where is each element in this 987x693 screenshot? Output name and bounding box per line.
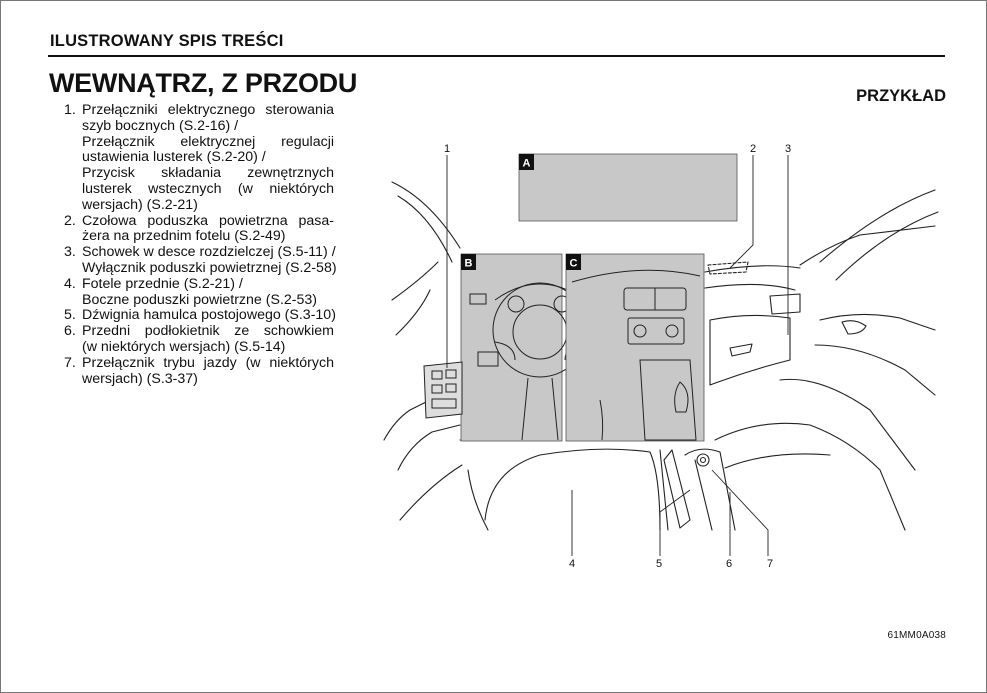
- page-title: WEWNĄTRZ, Z PRZODU: [49, 68, 358, 98]
- callout-5: 5: [655, 558, 663, 570]
- left-door-line: [392, 262, 438, 300]
- panel-b-label: B: [464, 257, 473, 270]
- callout-leader-7: [712, 470, 768, 556]
- header-rule: [48, 55, 945, 57]
- passenger-seat-inner: [725, 454, 830, 468]
- legend-line: Boczne poduszki powietrzne (S.2-53): [82, 291, 318, 308]
- right-door-edge: [780, 379, 915, 470]
- window-switch-panel: [424, 362, 462, 418]
- driver-seat-side: [468, 470, 488, 530]
- legend-line: lusterek wstecznych (w niektórych: [82, 180, 334, 197]
- legend-line: Przedni podłokietnik ze schowkiem: [82, 323, 334, 340]
- right-window-line: [800, 226, 935, 265]
- legend-item: [64, 324, 334, 356]
- legend-item: [64, 244, 337, 277]
- legend-number: 2.: [64, 212, 76, 229]
- legend-line: wersjach) (S.3-37): [82, 370, 198, 387]
- section-header: ILUSTROWANY SPIS TREŚCI: [50, 32, 284, 50]
- legend-number: 5.: [64, 307, 76, 324]
- right-door-panel: [820, 314, 935, 330]
- callout-2: 2: [749, 143, 757, 155]
- legend-item: [64, 277, 334, 309]
- legend-line: Wyłącznik poduszki powietrznej (S.2-58): [82, 259, 337, 276]
- legend-number: 6.: [64, 323, 76, 340]
- callout-6: 6: [725, 558, 733, 570]
- legend-number: 4.: [64, 275, 76, 292]
- parking-brake-lever: [664, 450, 690, 528]
- dashboard-line: [705, 284, 795, 290]
- drive-mode-switch: [701, 458, 706, 463]
- right-door-armrest: [815, 345, 935, 395]
- interior-illustration: [380, 140, 940, 580]
- legend-line: Czołowa poduszka powietrzna pasa-: [82, 212, 334, 229]
- component-legend: [64, 102, 337, 387]
- drive-mode-switch: [697, 454, 709, 466]
- legend-line: szyb bocznych (S.2-16) /: [82, 117, 239, 134]
- left-door-pocket: [398, 425, 460, 470]
- callout-7: 7: [766, 558, 774, 570]
- right-air-vent: [770, 294, 800, 314]
- legend-line: Przełącznik elektrycznej regulacji: [82, 133, 334, 150]
- legend-line: Schowek w desce rozdzielczej (S.5-11) /: [82, 244, 336, 261]
- left-a-pillar-line: [398, 196, 452, 262]
- legend-item: [64, 103, 334, 214]
- right-a-pillar-line: [820, 190, 935, 262]
- left-door-line: [396, 290, 430, 335]
- legend-line: Przycisk składania zewnętrznych: [82, 165, 334, 182]
- legend-line: żera na przednim fotelu (S.2-49): [82, 228, 286, 245]
- center-console: [695, 460, 712, 530]
- panel-b: [461, 254, 562, 441]
- panel-c-label: C: [569, 257, 578, 270]
- passenger-seat: [715, 423, 905, 530]
- glovebox-handle: [730, 344, 752, 356]
- right-a-pillar-line: [836, 212, 938, 280]
- callout-1: 1: [443, 143, 451, 155]
- legend-number: 3.: [64, 244, 76, 261]
- legend-number: 1.: [64, 102, 76, 118]
- callout-4: 4: [568, 558, 576, 570]
- legend-line: Przełączniki elektrycznego sterowania: [82, 102, 334, 118]
- legend-line: Fotele przednie (S.2-21) /: [82, 275, 243, 292]
- dashboard-top-line: [705, 266, 800, 272]
- legend-item: [64, 356, 334, 388]
- left-door-edge: [400, 465, 462, 520]
- legend-line: ustawienia lusterek (S.2-20) /: [82, 149, 266, 166]
- panel-c: [566, 254, 704, 441]
- example-label: PRZYKŁAD: [856, 87, 946, 105]
- driver-seat: [485, 449, 660, 530]
- right-door-handle: [842, 321, 866, 334]
- legend-item: [64, 214, 334, 246]
- legend-item: [64, 308, 334, 324]
- left-a-pillar-line: [392, 182, 460, 248]
- callout-3: 3: [784, 143, 792, 155]
- legend-line: Przełącznik trybu jazdy (w niektórych: [82, 354, 334, 371]
- legend-line: wersjach) (S.2-21): [82, 196, 198, 213]
- legend-number: 7.: [64, 354, 76, 371]
- figure-code: 61MM0A038: [887, 630, 946, 641]
- legend-line: (w niektórych wersjach) (S.5-14): [82, 338, 286, 355]
- armrest: [685, 449, 735, 530]
- legend-line: Dźwignia hamulca postojowego (S.3-10): [82, 307, 336, 324]
- panel-a-label: A: [522, 157, 531, 170]
- panel-a: [519, 154, 737, 221]
